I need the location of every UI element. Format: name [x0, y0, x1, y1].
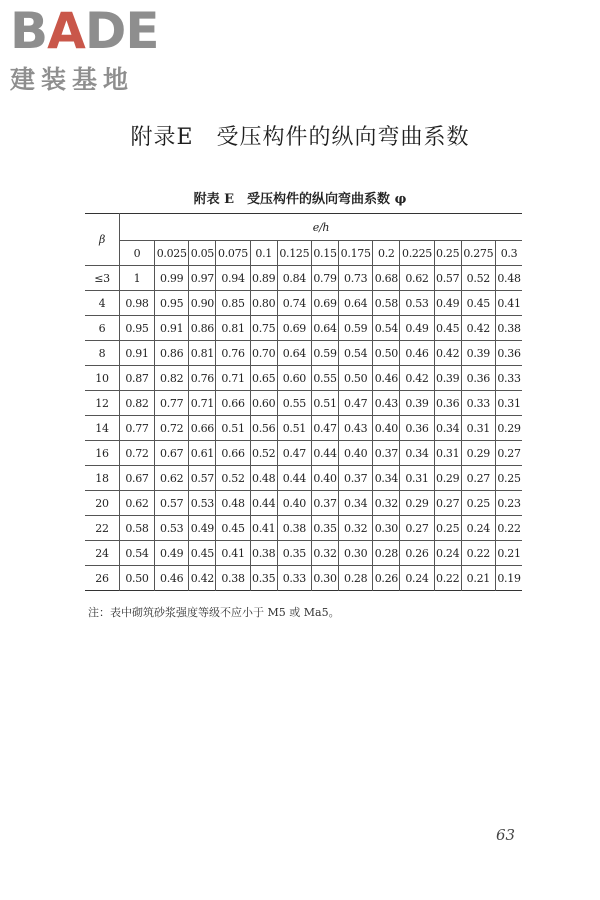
table-cell: 0.64 — [277, 341, 311, 366]
row-beta-label: 12 — [85, 391, 120, 416]
table-cell: 0.45 — [189, 541, 216, 566]
column-header: 0.025 — [155, 241, 189, 266]
table-cell: 0.86 — [189, 316, 216, 341]
table-cell: 0.39 — [434, 366, 461, 391]
row-beta-label: 24 — [85, 541, 120, 566]
table-cell: 0.82 — [120, 391, 155, 416]
row-beta-label: 8 — [85, 341, 120, 366]
bade-logo — [10, 2, 159, 96]
column-header: 0.25 — [434, 241, 461, 266]
table-cell: 0.69 — [312, 291, 339, 316]
buckling-coefficient-table — [85, 213, 522, 591]
table-row — [85, 291, 522, 316]
table-cell: 0.87 — [120, 366, 155, 391]
table-cell: 0.26 — [373, 566, 400, 591]
table-cell: 0.53 — [400, 291, 434, 316]
table-row — [85, 516, 522, 541]
table-cell: 0.24 — [461, 516, 495, 541]
table-cell: 0.51 — [216, 416, 250, 441]
table-cell: 0.35 — [312, 516, 339, 541]
table-cell: 0.36 — [434, 391, 461, 416]
row-beta-label: 16 — [85, 441, 120, 466]
table-cell: 0.28 — [338, 566, 372, 591]
table-cell: 0.49 — [400, 316, 434, 341]
table-cell: 0.71 — [189, 391, 216, 416]
table-cell: 0.25 — [434, 516, 461, 541]
table-cell: 0.79 — [312, 266, 339, 291]
table-cell: 0.46 — [400, 341, 434, 366]
column-header: 0.15 — [312, 241, 339, 266]
table-cell: 0.97 — [189, 266, 216, 291]
table-cell: 0.27 — [434, 491, 461, 516]
table-cell: 0.47 — [277, 441, 311, 466]
table-cell: 0.67 — [155, 441, 189, 466]
table-cell: 0.33 — [277, 566, 311, 591]
table-cell: 0.57 — [189, 466, 216, 491]
table-cell: 0.45 — [434, 316, 461, 341]
table-cell: 0.37 — [338, 466, 372, 491]
table-cell: 0.36 — [400, 416, 434, 441]
table-cell: 0.66 — [189, 416, 216, 441]
table-cell: 0.82 — [155, 366, 189, 391]
row-beta-label: 10 — [85, 366, 120, 391]
table-cell: 0.34 — [434, 416, 461, 441]
table-cell: 0.46 — [373, 366, 400, 391]
column-header: 0.175 — [338, 241, 372, 266]
table-row — [85, 391, 522, 416]
table-cell: 0.28 — [373, 541, 400, 566]
table-cell: 0.86 — [155, 341, 189, 366]
table-cell: 0.30 — [373, 516, 400, 541]
table-note: 注：表中砌筑砂浆强度等级不应小于 M5 或 Ma5。 — [88, 606, 340, 619]
logo-letter-de: DE — [84, 2, 159, 60]
table-row — [85, 266, 522, 291]
table-cell: 0.52 — [250, 441, 277, 466]
row-beta-label: 26 — [85, 566, 120, 591]
table-cell: 0.62 — [400, 266, 434, 291]
table-cell: 0.45 — [216, 516, 250, 541]
table-cell: 0.38 — [496, 316, 522, 341]
table-cell: 0.43 — [373, 391, 400, 416]
table-cell: 0.52 — [216, 466, 250, 491]
table-cell: 0.39 — [400, 391, 434, 416]
table-cell: 0.21 — [496, 541, 522, 566]
table-cell: 0.95 — [155, 291, 189, 316]
table-cell: 0.77 — [155, 391, 189, 416]
table-cell: 0.40 — [373, 416, 400, 441]
table-cell: 0.41 — [250, 516, 277, 541]
table-cell: 0.59 — [338, 316, 372, 341]
table-cell: 0.50 — [120, 566, 155, 591]
table-cell: 0.29 — [434, 466, 461, 491]
table-cell: 0.76 — [216, 341, 250, 366]
table-cell: 0.99 — [155, 266, 189, 291]
table-cell: 0.22 — [461, 541, 495, 566]
table-cell: 0.59 — [312, 341, 339, 366]
column-header: 0.275 — [461, 241, 495, 266]
table-cell: 0.25 — [461, 491, 495, 516]
table-cell: 0.57 — [155, 491, 189, 516]
row-beta-label: 4 — [85, 291, 120, 316]
table-cell: 0.30 — [312, 566, 339, 591]
table-row — [85, 491, 522, 516]
table-cell: 0.24 — [400, 566, 434, 591]
table-cell: 0.54 — [338, 341, 372, 366]
table-cell: 0.27 — [461, 466, 495, 491]
table-cell: 0.41 — [496, 291, 522, 316]
table-cell: 0.64 — [312, 316, 339, 341]
table-cell: 0.74 — [277, 291, 311, 316]
table-cell: 0.31 — [461, 416, 495, 441]
table-cell: 0.91 — [155, 316, 189, 341]
table-cell: 1 — [120, 266, 155, 291]
table-cell: 0.57 — [434, 266, 461, 291]
table-cell: 0.98 — [120, 291, 155, 316]
table-cell: 0.34 — [338, 491, 372, 516]
table-cell: 0.33 — [461, 391, 495, 416]
row-beta-label: ≤3 — [85, 266, 120, 291]
table-cell: 0.52 — [461, 266, 495, 291]
table-cell: 0.48 — [250, 466, 277, 491]
table-cell: 0.29 — [496, 416, 522, 441]
logo-letter-a: A — [47, 2, 85, 60]
table-cell: 0.50 — [373, 341, 400, 366]
table-cell: 0.66 — [216, 391, 250, 416]
table-cell: 0.31 — [434, 441, 461, 466]
table-cell: 0.34 — [373, 466, 400, 491]
table-cell: 0.35 — [277, 541, 311, 566]
table-cell: 0.51 — [277, 416, 311, 441]
column-header: 0.1 — [250, 241, 277, 266]
table-cell: 0.36 — [496, 341, 522, 366]
table-cell: 0.62 — [120, 491, 155, 516]
table-cell: 0.67 — [120, 466, 155, 491]
table-cell: 0.44 — [312, 441, 339, 466]
table-cell: 0.31 — [496, 391, 522, 416]
table-row — [85, 416, 522, 441]
table-row — [85, 341, 522, 366]
logo-wordmark — [10, 2, 159, 60]
table-cell: 0.38 — [277, 516, 311, 541]
table-cell: 0.60 — [250, 391, 277, 416]
table-row — [85, 541, 522, 566]
table-cell: 0.76 — [189, 366, 216, 391]
column-header: 0.225 — [400, 241, 434, 266]
table-cell: 0.60 — [277, 366, 311, 391]
table-cell: 0.81 — [189, 341, 216, 366]
table-cell: 0.84 — [277, 266, 311, 291]
table-cell: 0.90 — [189, 291, 216, 316]
table-cell: 0.21 — [461, 566, 495, 591]
table-cell: 0.43 — [338, 416, 372, 441]
table-cell: 0.34 — [400, 441, 434, 466]
table-cell: 0.77 — [120, 416, 155, 441]
column-header-row — [85, 241, 522, 266]
table-cell: 0.32 — [373, 491, 400, 516]
table-cell: 0.53 — [155, 516, 189, 541]
column-header: 0.3 — [496, 241, 522, 266]
table-caption: 附表 E 受压构件的纵向弯曲系数 φ — [193, 192, 407, 207]
table-cell: 0.65 — [250, 366, 277, 391]
table-cell: 0.85 — [216, 291, 250, 316]
table-cell: 0.53 — [189, 491, 216, 516]
table-cell: 0.58 — [373, 291, 400, 316]
table-cell: 0.29 — [461, 441, 495, 466]
table-cell: 0.35 — [250, 566, 277, 591]
table-cell: 0.81 — [216, 316, 250, 341]
table-cell: 0.41 — [216, 541, 250, 566]
table-cell: 0.30 — [338, 541, 372, 566]
row-beta-label: 22 — [85, 516, 120, 541]
table-row — [85, 366, 522, 391]
table-row — [85, 316, 522, 341]
table-cell: 0.94 — [216, 266, 250, 291]
table-cell: 0.22 — [434, 566, 461, 591]
table-cell: 0.56 — [250, 416, 277, 441]
table-cell: 0.48 — [216, 491, 250, 516]
table-cell: 0.37 — [373, 441, 400, 466]
table-cell: 0.42 — [400, 366, 434, 391]
table-row — [85, 441, 522, 466]
table-cell: 0.91 — [120, 341, 155, 366]
table-cell: 0.23 — [496, 491, 522, 516]
table-cell: 0.46 — [155, 566, 189, 591]
table-cell: 0.55 — [312, 366, 339, 391]
table-cell: 0.64 — [338, 291, 372, 316]
table-cell: 0.48 — [496, 266, 522, 291]
table-cell: 0.27 — [496, 441, 522, 466]
table-cell: 0.69 — [277, 316, 311, 341]
table-cell: 0.36 — [461, 366, 495, 391]
table-cell: 0.39 — [461, 341, 495, 366]
table-cell: 0.72 — [155, 416, 189, 441]
table-cell: 0.45 — [461, 291, 495, 316]
table-cell: 0.40 — [312, 466, 339, 491]
table-cell: 0.54 — [120, 541, 155, 566]
table-row — [85, 466, 522, 491]
table-cell: 0.27 — [400, 516, 434, 541]
column-header: 0.125 — [277, 241, 311, 266]
table-cell: 0.55 — [277, 391, 311, 416]
appendix-title: 附录E 受压构件的纵向弯曲系数 — [130, 125, 470, 150]
table-cell: 0.47 — [312, 416, 339, 441]
table-cell: 0.19 — [496, 566, 522, 591]
table-cell: 0.49 — [155, 541, 189, 566]
logo-letter-b: B — [10, 2, 48, 60]
table-cell: 0.70 — [250, 341, 277, 366]
table-cell: 0.37 — [312, 491, 339, 516]
row-beta-label: 6 — [85, 316, 120, 341]
table-cell: 0.71 — [216, 366, 250, 391]
column-header: 0.05 — [189, 241, 216, 266]
table-cell: 0.54 — [373, 316, 400, 341]
table-cell: 0.72 — [120, 441, 155, 466]
beta-header: β — [85, 214, 120, 266]
table-cell: 0.32 — [338, 516, 372, 541]
row-beta-label: 14 — [85, 416, 120, 441]
table-cell: 0.66 — [216, 441, 250, 466]
table-cell: 0.89 — [250, 266, 277, 291]
table-header-row — [85, 214, 522, 241]
page-number: 63 — [496, 826, 516, 844]
table-cell: 0.26 — [400, 541, 434, 566]
table-cell: 0.61 — [189, 441, 216, 466]
table-cell: 0.75 — [250, 316, 277, 341]
table-cell: 0.40 — [277, 491, 311, 516]
logo-subtitle: 建装基地 — [10, 65, 135, 94]
row-beta-label: 20 — [85, 491, 120, 516]
table-cell: 0.62 — [155, 466, 189, 491]
table-cell: 0.47 — [338, 391, 372, 416]
table-cell: 0.51 — [312, 391, 339, 416]
table-cell: 0.42 — [434, 341, 461, 366]
column-header: 0.2 — [373, 241, 400, 266]
table-cell: 0.25 — [496, 466, 522, 491]
table-cell: 0.40 — [338, 441, 372, 466]
table-cell: 0.38 — [216, 566, 250, 591]
table-cell: 0.49 — [434, 291, 461, 316]
table-cell: 0.33 — [496, 366, 522, 391]
table-cell: 0.42 — [189, 566, 216, 591]
table-cell: 0.68 — [373, 266, 400, 291]
table-cell: 0.44 — [277, 466, 311, 491]
column-header: 0 — [120, 241, 155, 266]
table-cell: 0.80 — [250, 291, 277, 316]
column-header: 0.075 — [216, 241, 250, 266]
eh-group-header: e/h — [120, 214, 523, 241]
table-cell: 0.22 — [496, 516, 522, 541]
table-cell: 0.32 — [312, 541, 339, 566]
table-cell: 0.24 — [434, 541, 461, 566]
table-cell: 0.95 — [120, 316, 155, 341]
table-cell: 0.49 — [189, 516, 216, 541]
table-cell: 0.31 — [400, 466, 434, 491]
table-cell: 0.73 — [338, 266, 372, 291]
table-cell: 0.29 — [400, 491, 434, 516]
table-cell: 0.50 — [338, 366, 372, 391]
table-cell: 0.58 — [120, 516, 155, 541]
table-cell: 0.44 — [250, 491, 277, 516]
table-row — [85, 566, 522, 591]
row-beta-label: 18 — [85, 466, 120, 491]
table-cell: 0.42 — [461, 316, 495, 341]
table-cell: 0.38 — [250, 541, 277, 566]
